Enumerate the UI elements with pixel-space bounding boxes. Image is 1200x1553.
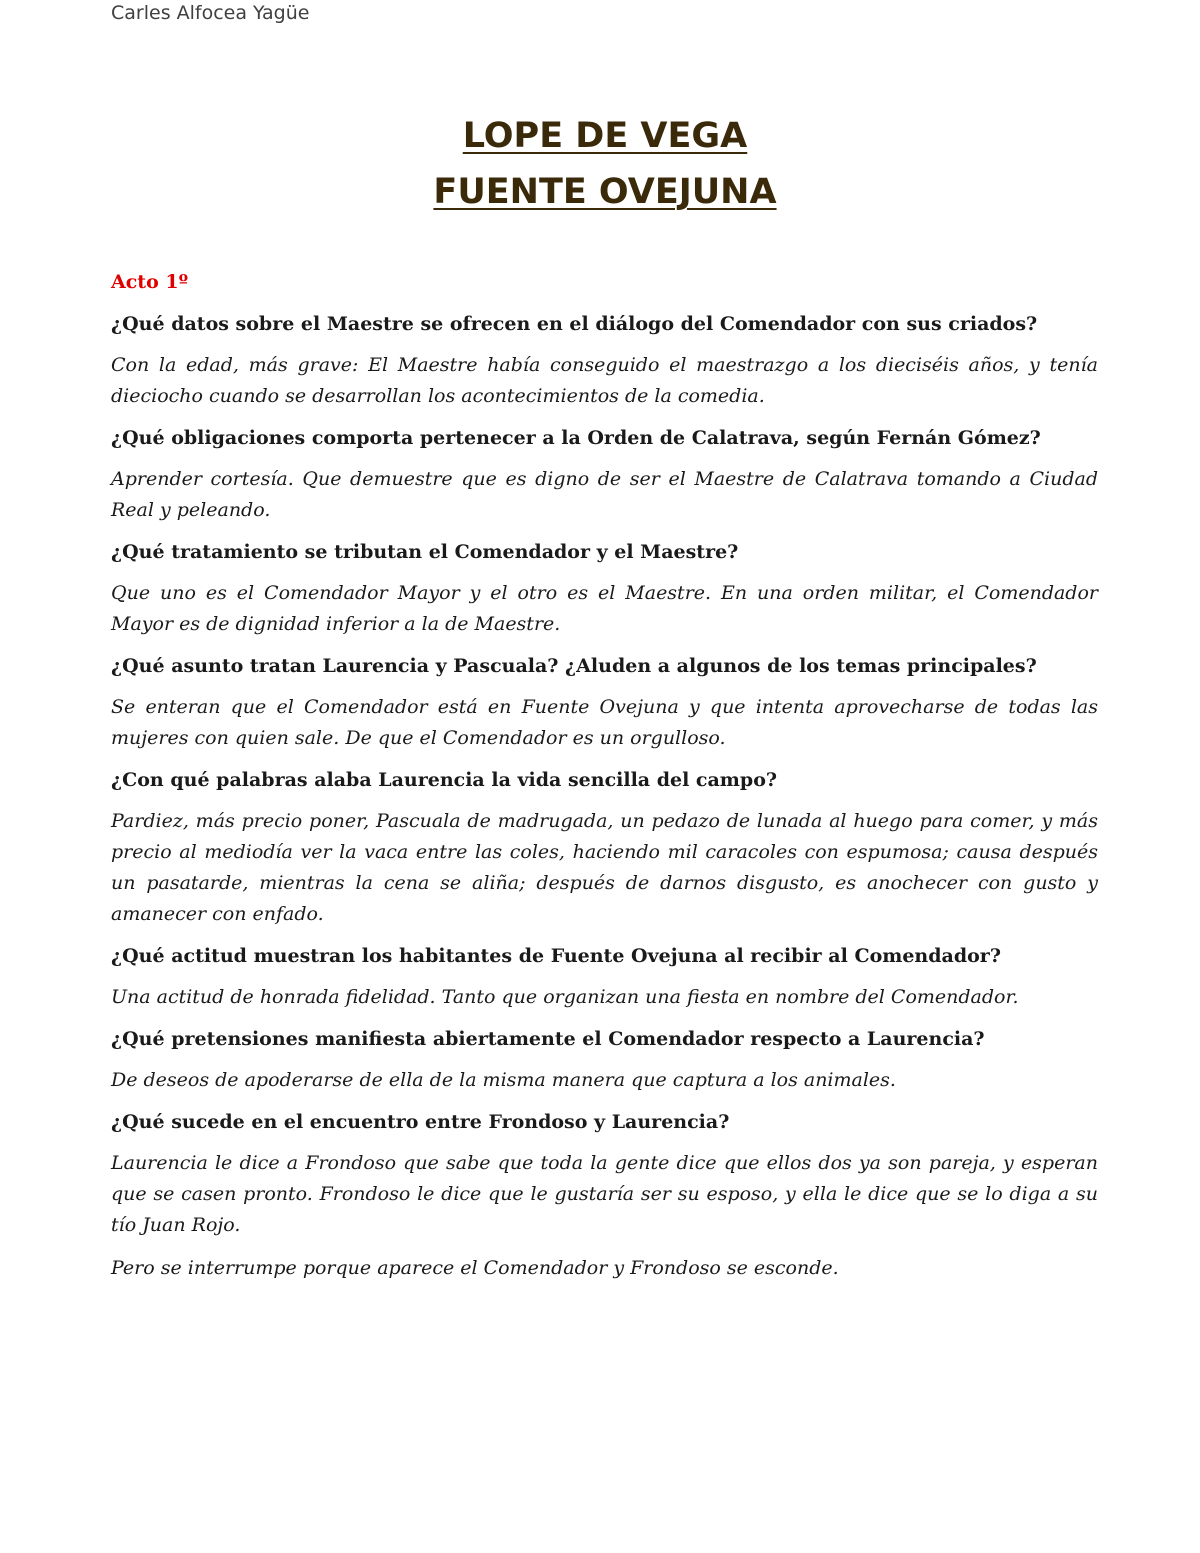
answer-6: Una actitud de honrada fidelidad. Tanto que organizan una fiesta en nombre del Comendador.	[111, 986, 1019, 1008]
document-header-author: Carles Alfocea Yagüe	[111, 2, 310, 24]
act-heading: Acto 1º	[111, 271, 189, 293]
title-line-work	[0, 164, 1200, 220]
question-4: ¿Qué asunto tratan Laurencia y Pascuala? ¿Aluden a algunos de los temas principales?	[111, 655, 1037, 677]
question-1: ¿Qué datos sobre el Maestre se ofrecen en el diálogo del Comendador con sus criados?	[111, 313, 1038, 335]
final-note: Pero se interrumpe porque aparece el Comendador y Frondoso se esconde.	[111, 1257, 839, 1279]
question-2: ¿Qué obligaciones comporta pertenecer a la Orden de Calatrava, según Fernán Gómez?	[111, 427, 1041, 449]
title-line-author	[0, 108, 1200, 164]
answer-3: Que uno es el Comendador Mayor y el otro es el Maestre. En una orden militar, el Comendador Mayor es de dignidad inferior a la de Maestre.	[111, 582, 1098, 635]
question-5: ¿Con qué palabras alaba Laurencia la vida sencilla del campo?	[111, 769, 778, 791]
document-body	[111, 268, 1098, 1296]
question-6: ¿Qué actitud muestran los habitantes de Fuente Ovejuna al recibir al Comendador?	[111, 945, 1001, 967]
answer-1: Con la edad, más grave: El Maestre había conseguido el maestrazgo a los dieciséis años, y tenía dieciocho cuando se desarrollan los acontecimientos de la comedia.	[111, 354, 1098, 407]
question-3: ¿Qué tratamiento se tributan el Comendador y el Maestre?	[111, 541, 739, 563]
document-title	[0, 108, 1200, 220]
title-work-text: FUENTE OVEJUNA	[433, 172, 777, 212]
answer-5: Pardiez, más precio poner, Pascuala de madrugada, un pedazo de lunada al huego para comer, y más precio al mediodía ver la vaca entre las coles, haciendo mil caracoles con espumosa; causa después un pasatarde, mientras la cena se aliña; después de darnos disgusto, es anochecer con gusto y amanecer con enfado.	[111, 810, 1098, 925]
question-8: ¿Qué sucede en el encuentro entre Frondoso y Laurencia?	[111, 1111, 730, 1133]
question-7: ¿Qué pretensiones manifiesta abiertamente el Comendador respecto a Laurencia?	[111, 1028, 985, 1050]
answer-7: De deseos de apoderarse de ella de la misma manera que captura a los animales.	[111, 1069, 896, 1091]
answer-8: Laurencia le dice a Frondoso que sabe que toda la gente dice que ellos dos ya son pareja, y esperan que se casen pronto. Frondoso le dice que le gustaría ser su esposo, y ella le dice que se lo diga a su tío Juan Rojo.	[111, 1152, 1098, 1236]
answer-2: Aprender cortesía. Que demuestre que es digno de ser el Maestre de Calatrava tomando a Ciudad Real y peleando.	[111, 468, 1098, 521]
answer-4: Se enteran que el Comendador está en Fuente Ovejuna y que intenta aprovecharse de todas las mujeres con quien sale. De que el Comendador es un orgulloso.	[111, 696, 1098, 749]
title-author-text: LOPE DE VEGA	[462, 116, 748, 156]
